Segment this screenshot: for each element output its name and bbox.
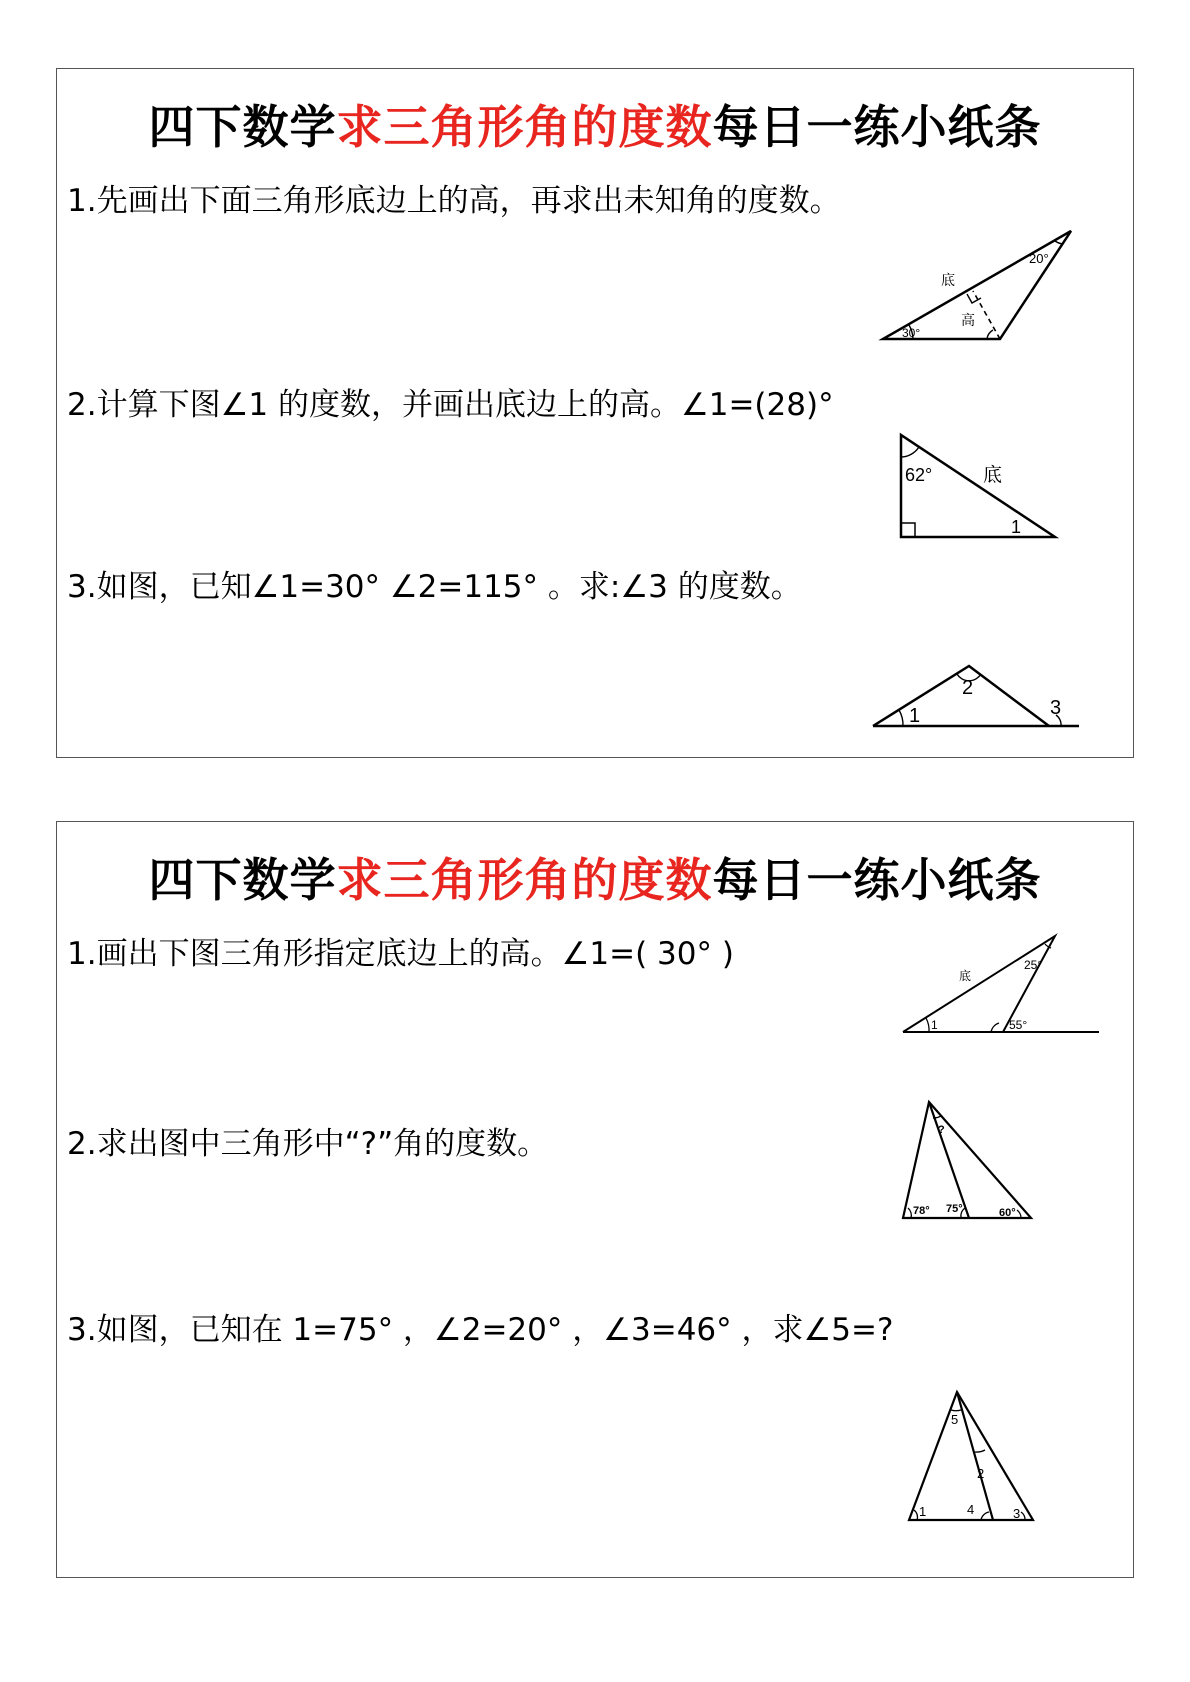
question-1-text: 1.先画出下面三角形底边上的高，再求出未知角的度数。: [67, 183, 841, 219]
question-2-text: 2.求出图中三角形中“?”角的度数。: [67, 1126, 549, 1162]
label-angle-question: ?: [938, 1124, 945, 1136]
worksheet-card-2: [56, 821, 1134, 1578]
label-angle-55: 55°: [1009, 1018, 1028, 1032]
card-title: [57, 844, 1133, 910]
card-title: [57, 91, 1133, 157]
figure-q2-right-triangle: [889, 427, 1069, 547]
title-suffix: 每日一练小纸条: [712, 853, 1042, 907]
figure-q2-triangle: [899, 1098, 1039, 1228]
label-angle-1: 1: [1011, 517, 1022, 537]
question-2-text: 2.计算下图∠1 的度数，并画出底边上的高。∠1=(28)°: [67, 387, 834, 423]
title-highlight: 求三角形角的度数: [336, 100, 713, 154]
label-base: 底: [959, 969, 972, 983]
question-3-text: 3.如图，已知∠1=30° ∠2=115° 。求:∠3 的度数。: [67, 569, 802, 605]
label-angle-4: 4: [967, 1502, 975, 1517]
worksheet-card-1: [56, 68, 1134, 758]
label-angle-30: 30°: [902, 326, 921, 340]
label-angle-2: 2: [962, 677, 974, 699]
label-angle-78: 78°: [913, 1205, 930, 1217]
title-suffix: 每日一练小纸条: [712, 100, 1042, 154]
title-prefix: 四下数学: [148, 100, 337, 154]
label-base: 底: [941, 272, 955, 288]
figure-q1-triangle: [899, 932, 1099, 1042]
question-1-text: 1.画出下图三角形指定底边上的高。∠1=( 30° ): [67, 936, 734, 972]
label-angle-3: 3: [1013, 1506, 1021, 1521]
label-angle-25: 25°: [1024, 958, 1043, 972]
label-angle-1: 1: [931, 1018, 938, 1032]
label-angle-3: 3: [1050, 697, 1062, 719]
label-angle-1: 1: [919, 1504, 927, 1519]
label-height: 高: [961, 312, 975, 328]
label-angle-5: 5: [951, 1412, 959, 1427]
label-angle-62: 62°: [905, 465, 933, 485]
label-angle-60: 60°: [999, 1207, 1016, 1219]
figure-q3-triangle: [869, 654, 1089, 734]
label-base: 底: [983, 465, 1003, 486]
title-highlight: 求三角形角的度数: [336, 853, 713, 907]
figure-q3-triangle: [903, 1388, 1043, 1528]
label-angle-2: 2: [977, 1466, 985, 1481]
title-prefix: 四下数学: [148, 853, 337, 907]
question-3-text: 3.如图，已知在 1=75° ，∠2=20° ，∠3=46° ，求∠5=?: [67, 1312, 894, 1348]
label-angle-20: 20°: [1029, 251, 1049, 266]
label-angle-1: 1: [909, 705, 921, 727]
label-angle-75: 75°: [946, 1203, 963, 1215]
figure-q1-triangle: [875, 229, 1145, 359]
